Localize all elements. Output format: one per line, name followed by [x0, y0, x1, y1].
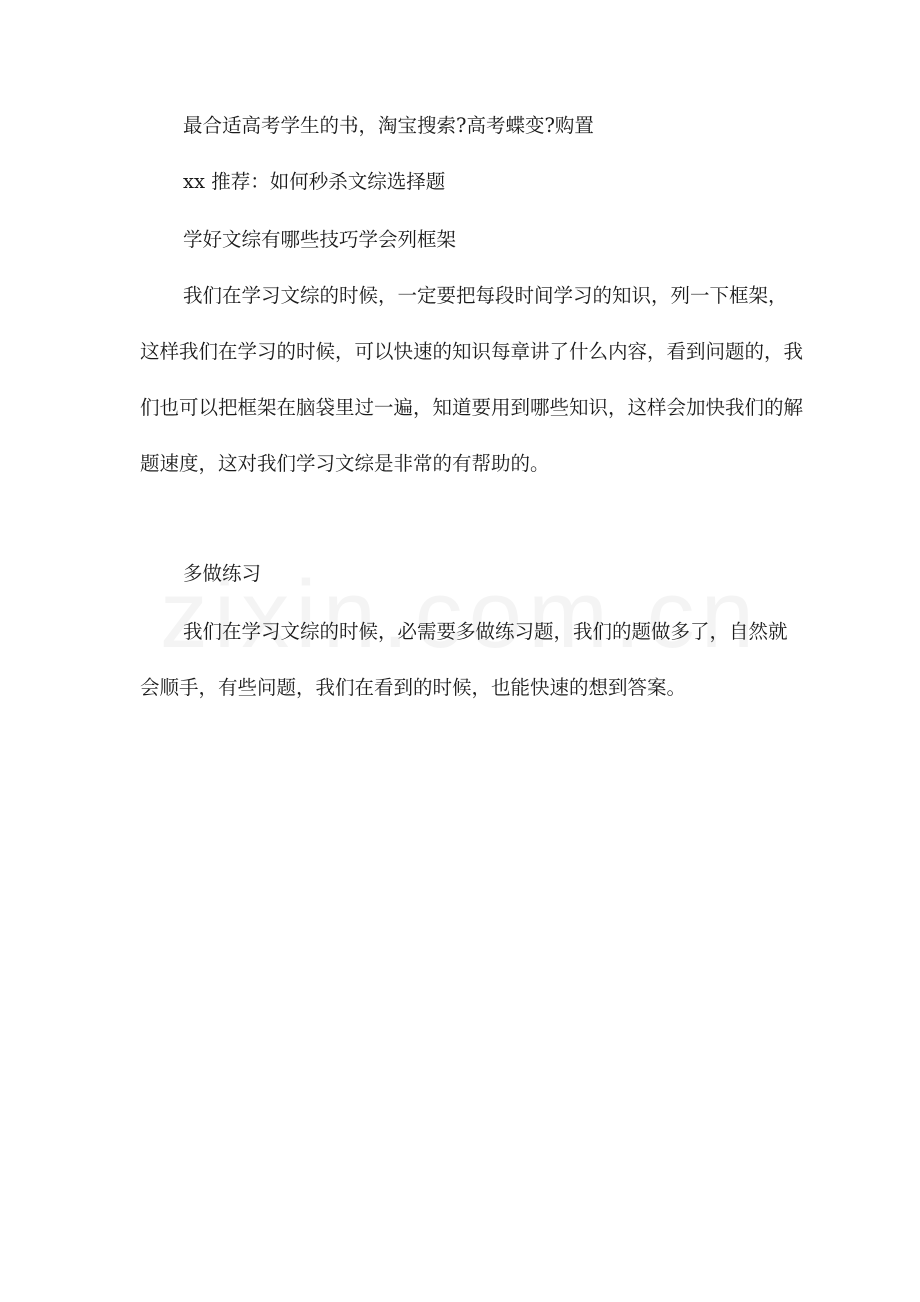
- paragraph-recommend-title: xx 推荐：如何秒杀文综选择题: [183, 170, 446, 193]
- section-heading-framework: 学好文综有哪些技巧学会列框架: [183, 228, 457, 251]
- paragraph-book-recommendation: 最合适高考学生的书，淘宝搜索?高考蝶变?购置: [183, 114, 594, 137]
- paragraph-framework-body: 我们在学习文综的时候，一定要把每段时间学习的知识，列一下框架，这样我们在学习的时候，可以快速的知识每章讲了什么内容，看到问题的，我们也可以把框架在脑袋里过一遍，知道要用到哪些知识，这样会加快我们的解题速度，这对我们学习文综是非常的有帮助的。: [140, 284, 804, 475]
- section-heading-practice: 多做练习: [183, 562, 262, 585]
- paragraph-practice-body: 我们在学习文综的时候，必需要多做练习题，我们的题做多了，自然就会顺手，有些问题，我们在看到的时候，也能快速的想到答案。: [140, 620, 788, 699]
